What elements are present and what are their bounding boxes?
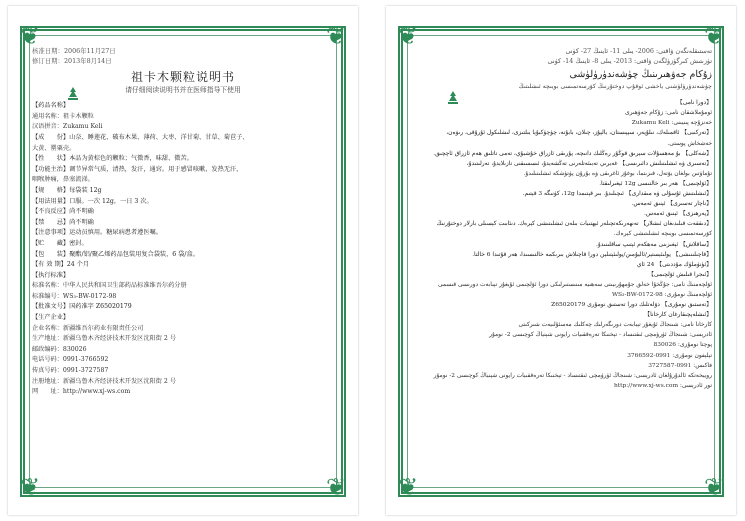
instruction-line: 【规 格】每袋装 12g xyxy=(32,186,102,194)
instruction-line: تور ئادرېسى: http://www.xj-ws.com xyxy=(613,382,712,389)
instruction-line: 【پەرھىزى】 ئېنىق ئەمەس. xyxy=(644,211,712,218)
instruction-line: 【دورا نامى】 xyxy=(676,100,712,107)
instruction-line: 【ئىجرا قىلىش ئۆلچىمى】 xyxy=(648,271,712,278)
instruction-line: تۇماۋتىن بولغان يۆتەل، قىزىتما، بوغۇز ئاغرىقى ۋە بۇرۇن پۈتۈشكە ئىشلىتىلىدۇ. xyxy=(523,170,712,177)
instruction-line: 【دىققەت قىلىدىغان ئىشلار】 تەنھەرىكەتچىلەر ئېھتىيات بىلەن ئىشلىتىشى كېرەك. دىئابىت كېسىلى بارلار دوختۇرنىڭ xyxy=(436,221,712,228)
left-page-chinese xyxy=(8,6,358,515)
corner-ornament-icon: ❦ xyxy=(325,473,347,501)
instruction-line: 【ئۈنۈملۈك مۇددىتى】 24 ئاي xyxy=(636,261,712,268)
document-body xyxy=(410,46,712,391)
instruction-line: 汉语拼音：Zukamu Keli xyxy=(32,123,103,131)
instruction-line: 【用法用量】口服。一次 12g，一日 3 次。 xyxy=(32,197,153,205)
document-subtitle: 请仔细阅读说明书并在医师指导下使用 xyxy=(125,85,241,94)
instruction-line: 生产地址：新疆乌鲁木齐经济技术开发区沈阳街 2 号 xyxy=(32,335,176,343)
instruction-line: 【贮 藏】密封。 xyxy=(32,239,88,247)
instruction-line: 【قاچىلىنىشى】 پولىئېستېر/ئاليۇمىن/پولىئېتىلېن دورا قاچىلاش بىرىكمە خالتىسىدا، ھەر قۇتىدا 6 خالتا. xyxy=(472,251,712,258)
instruction-line: 大黄、罂粟壳。 xyxy=(32,144,76,152)
instruction-line: 【ئۆلچىمى】 ھەر بىر خالتىسى 12g ئېغىرلىقتا. xyxy=(599,180,712,187)
instruction-line: 电话号码：0991-3766592 xyxy=(32,356,109,364)
instruction-line: فاكىس: 0991-3727587 xyxy=(648,362,712,369)
instruction-line: 网 址：http://www.xj-ws.com xyxy=(32,388,131,396)
instruction-line: كارخانا نامى: شىنجاڭ ئۇيغۇر تېبابەت دورىگەرلىك چەكلىك مەسئۇلىيەت شىركىتى xyxy=(518,322,712,329)
instruction-line: 【注意事项】运动员慎用。糖尿病患者遵医嘱。 xyxy=(32,229,162,237)
corner-ornament-icon: ❦ xyxy=(19,22,41,50)
instruction-line: 【生产企业】 xyxy=(32,314,70,322)
instruction-line: 【ئىشلەپچىقارغان كارخانا】 xyxy=(644,312,712,319)
instruction-line: 企业名称：新疆维吾尔药业有限责任公司 xyxy=(32,324,144,332)
revision-date: تۈزىتىش كىرگۈزۈلگەن ۋاقتى: 2013- يىلى 8- ئاينىڭ 14- كۈنى xyxy=(547,57,712,65)
instruction-lines xyxy=(410,98,712,391)
instruction-line: 【成 份】山奈、睡莲花、破布木果、薄荷、大枣、洋甘菊、甘草、菊苣子、 xyxy=(32,133,249,141)
instruction-line: 【ئىشلىتىش ئۇسۇلى ۋە مىقدارى】 ئىچىلىدۇ. بىر قېتىمدا 12g، كۈنىگە 3 قېتىم. xyxy=(522,191,712,198)
instruction-line: 【批准文号】国药准字 Z65020179 xyxy=(32,303,132,311)
instruction-line: ئۆلچەمنىڭ نومۇرى: WS₃-BW-0172-98 xyxy=(611,291,712,298)
instruction-lines xyxy=(32,101,334,398)
instruction-line: 【性 状】本品为黄棕色的颗粒；气微香，味甜、微苦。 xyxy=(32,155,193,163)
document-title: 祖卡木颗粒说明书 xyxy=(130,70,235,84)
instruction-line: 【禁 忌】尚不明确 xyxy=(32,218,94,226)
corner-ornament-icon: ❦ xyxy=(19,473,41,501)
instruction-line: ئۆلچەمنىڭ نامى: جۇڭخۇا خەلق جۇمھۇرىيىتى سەھىيە مىنىستىرلىكى دورا ئۆلچىمى ئۇيغۇر تېبابەت دورىسى قىسمى xyxy=(437,281,712,288)
corner-ornament-icon: ❦ xyxy=(703,22,725,50)
instruction-line: خەنزۇچە پىنيىنى: Zukamu Keli xyxy=(631,120,712,127)
instruction-line: 【包 装】聚酯/铝/聚乙烯药品包装用复合袋装，6 袋/盒。 xyxy=(32,250,199,258)
document-title: زۇكام جەۋھىرىنىڭ چۈشەندۈرۈلۈشى xyxy=(569,69,712,80)
instruction-line: 标准编号：WS₃-BW-0172-98 xyxy=(32,292,117,300)
document-subtitle: چۈشەندۈرۈلۈشنى ياخشى ئوقۇپ دوختۇرنىڭ كۆرسەتمىسى بويىچە ئىشلىتىڭ xyxy=(518,83,712,91)
right-page-uyghur xyxy=(386,6,736,515)
instruction-line: 注册地址：新疆乌鲁木齐经济技术开发区沈阳街 2 号 xyxy=(32,377,176,385)
instruction-line: 【تەسىرى ۋە ئىشلىتىلىش دائىرىسى】 غەيرىي تەبىئەتلەرنى تەڭشەيدۇ، ئىسسىقنى تازىلايدۇ، تەرلىتىدۇ، xyxy=(466,160,712,167)
instruction-line: تېلېفون نومۇرى: 0991-3766592 xyxy=(627,352,712,359)
instruction-line: 【有 效 期】24 个月 xyxy=(32,261,90,269)
instruction-line: 通用名称：祖卡木颗粒 xyxy=(32,112,94,120)
instruction-line: روييخەتكە ئالدۇرۇلغان ئادرېسى: شىنجاڭ ئۈرۈمچى ئىقتىساد - تېخنىكا تەرەققىيات رايونى شېنياڭ كوچىسى 2- نومۇر xyxy=(433,372,712,379)
corner-ornament-icon: ❦ xyxy=(397,473,419,501)
instruction-line: 传真号码：0991-3727587 xyxy=(32,367,109,375)
instruction-line: 【功能主治】调节异常气质，清热，发汗，通窍。用于感冒咳嗽，发热无汗， xyxy=(32,165,243,173)
instruction-line: 标准名称：中华人民共和国卫生部药品标准维吾尔药分册 xyxy=(32,282,187,290)
corner-ornament-icon: ❦ xyxy=(397,22,419,50)
approval-date: تەستىقلەنگەن ۋاقتى: 2006- يىلى 11- ئاينىڭ 27- كۈنى xyxy=(565,47,712,55)
instruction-line: 【تەركىبى】 ئاقمىلەك، نىلۇپەر، سېپىستان، يالپۇز، چىلان، بابۇنە، چۈچۈكبۇيا يىلتىزى، لىشلىكول ئۇرۇقى، رىۋەن، xyxy=(446,130,712,137)
corner-ornament-icon: ❦ xyxy=(703,473,725,501)
instruction-line: 邮政编码：830026 xyxy=(32,345,87,353)
instruction-line: 【ناچار تەسىرى】 ئېنىق ئەمەس. xyxy=(631,201,712,208)
corner-ornament-icon: ❦ xyxy=(325,22,347,50)
instruction-line: پوچتا نومۇرى: 830026 xyxy=(653,342,712,349)
instruction-line: ئومۇملاشقان نامى: زۇكام جەۋھىرى xyxy=(624,110,712,117)
instruction-line: 【ساقلاش】 ئېغىزىنى مەھكەم ئېتىپ ساقلىنىدۇ. xyxy=(595,241,712,248)
instruction-line: 【不良反应】尚不明确 xyxy=(32,208,94,216)
document-body xyxy=(32,46,334,398)
instruction-line: 【شەكلى】 بۇ مەھسۇلات سېرىق قوڭۇر رەڭلىك دانىچە، پۇرىقى ئازراق خۇشبۇي، تەمى تاتلىق ھەم ئازراق ئاچچىق. xyxy=(433,150,712,157)
instruction-line: 【تەستىق نومۇرى】 دۆلەتلىك دورا تەستىق نومۇرى Z65020179 xyxy=(551,302,712,309)
revision-date: 修订日期：2013年8月14日 xyxy=(32,57,112,65)
instruction-line: خەشخاش پوستى. xyxy=(667,140,712,147)
instruction-line: ئادرېسى: شىنجاڭ ئۈرۈمچى ئىقتىساد - تېخنىكا تەرەققىيات رايونى شېنياڭ كوچىسى 2- نومۇر xyxy=(489,332,712,339)
instruction-line: 【执行标准】 xyxy=(32,271,70,279)
instruction-line: 【药品名称】 xyxy=(32,102,70,110)
instruction-line: 咽喉肿痛，鼻塞流涕。 xyxy=(32,176,94,184)
approval-date: 核准日期：2006年11月27日 xyxy=(32,47,116,55)
instruction-line: كۆرسەتمىسى بويىچە ئىشلىتىشى كېرەك. xyxy=(613,231,712,238)
